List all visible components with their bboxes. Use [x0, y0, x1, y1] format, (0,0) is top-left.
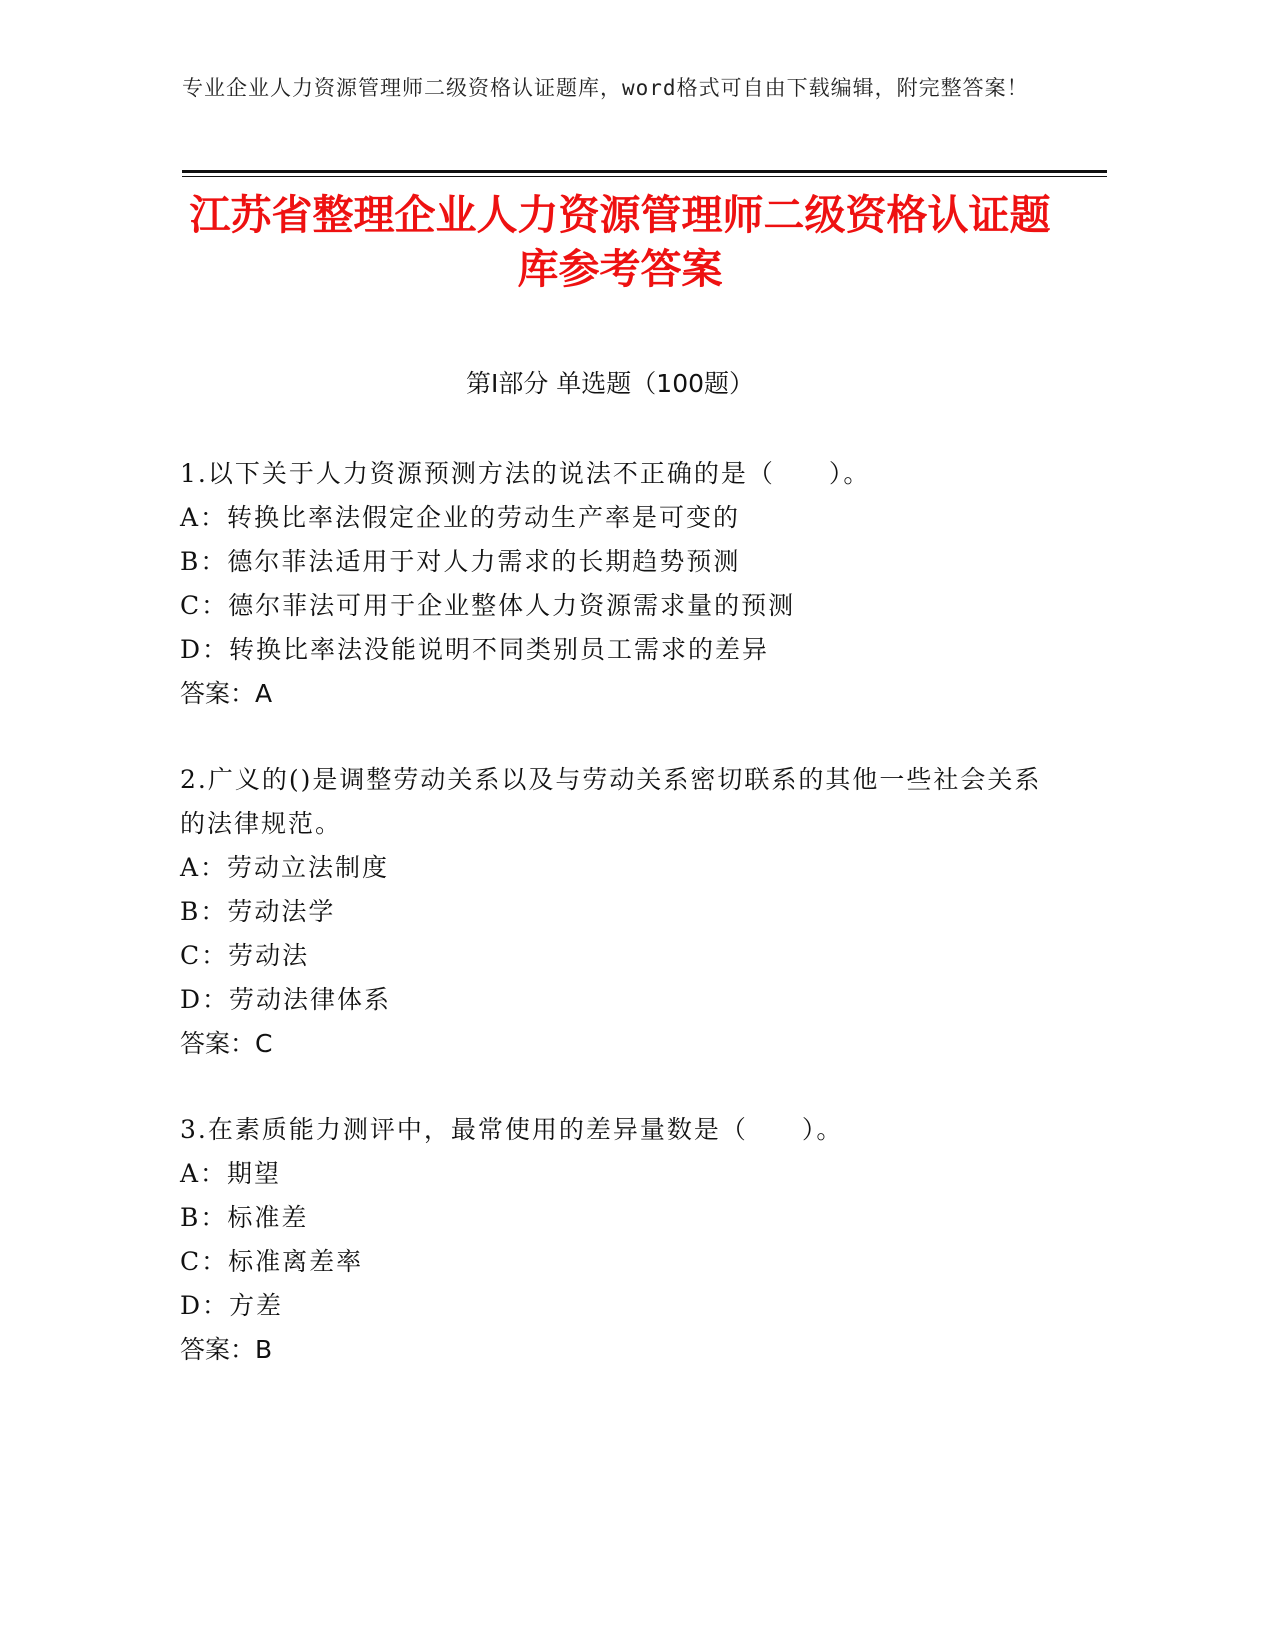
- question-item: [180, 1108, 1060, 1372]
- option-a: A：转换比率法假定企业的劳动生产率是可变的: [180, 503, 741, 532]
- option-c: C：标准离差率: [180, 1247, 364, 1276]
- question-stem: 2.广义的()是调整劳动关系以及与劳动关系密切联系的其他一些社会关系的法律规范。: [180, 765, 1042, 838]
- option-c: C：劳动法: [180, 941, 310, 970]
- header-note: 专业企业人力资源管理师二级资格认证题库，word格式可自由下载编辑，附完整答案！: [182, 76, 1029, 100]
- section-title: 第Ⅰ部分 单选题（100题）: [465, 369, 755, 398]
- question-item: [180, 452, 1060, 716]
- option-d: D：劳动法律体系: [180, 985, 392, 1014]
- document-title: 江苏省整理企业人力资源管理师二级资格认证题库参考答案: [189, 191, 1051, 293]
- option-a: A：期望: [180, 1159, 282, 1188]
- question-answer: 答案：A: [180, 679, 273, 708]
- option-b: B：德尔菲法适用于对人力需求的长期趋势预测: [180, 547, 741, 576]
- option-d: D：方差: [180, 1291, 284, 1320]
- option-b: B：劳动法学: [180, 897, 336, 926]
- question-answer: 答案：C: [180, 1029, 273, 1058]
- header-divider-thin: [182, 176, 1107, 177]
- question-item: [180, 758, 1060, 1066]
- option-c: C：德尔菲法可用于企业整体人力资源需求量的预测: [180, 591, 796, 620]
- question-stem: 1.以下关于人力资源预测方法的说法不正确的是（ ）。: [180, 459, 871, 488]
- question-stem: 3.在素质能力测评中，最常使用的差异量数是（ ）。: [180, 1115, 844, 1144]
- option-a: A：劳动立法制度: [180, 853, 390, 882]
- option-b: B：标准差: [180, 1203, 309, 1232]
- option-d: D：转换比率法没能说明不同类别员工需求的差异: [180, 635, 770, 664]
- question-answer: 答案：B: [180, 1335, 273, 1364]
- header-divider-thick: [182, 170, 1107, 173]
- question-list: [180, 452, 1060, 1414]
